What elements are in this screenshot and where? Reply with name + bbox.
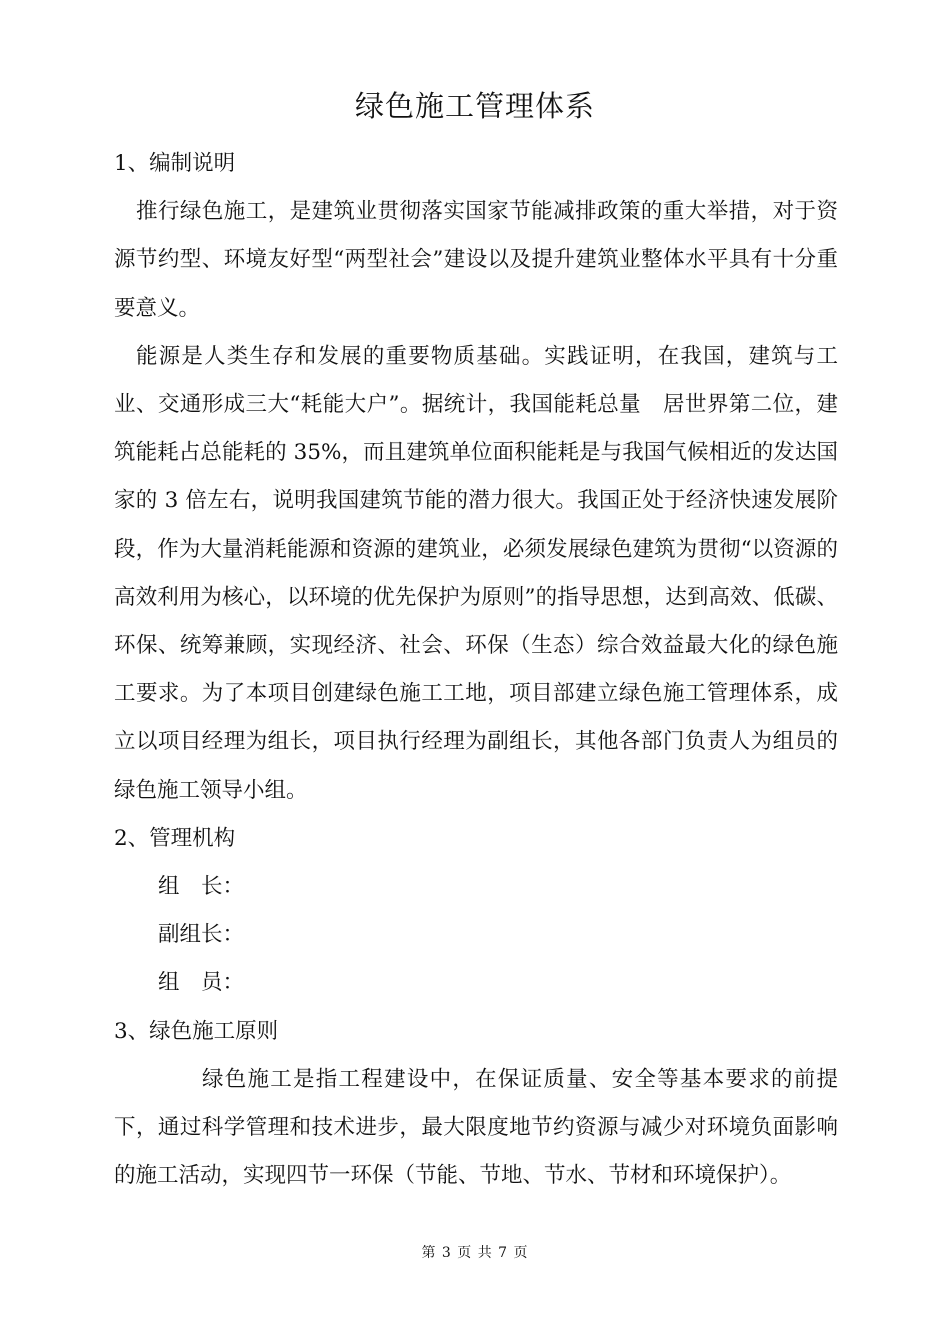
org-member-line: 组 员： <box>158 970 245 996</box>
document-body <box>114 140 838 1200</box>
section-2-heading: 2、管理机构 <box>114 825 236 851</box>
section-1-paragraph-2: 能源是人类生存和发展的重要物质基础。实践证明，在我国，建筑与工业、交通形成三大“耗能大户”。据统计，我国能耗总量 居世界第二位，建筑能耗占总能耗的 35%，而且建筑单位面积能耗是与我国气候相近的发达国家的 3 倍左右，说明我国建筑节能的潜力很大。我国正处于经济快速发展阶段，作为大量消耗能源和资源的建筑业，必须发展绿色建筑为贯彻“以资源的高效利用为核心，以环境的优先保护为原则”的指导思想，达到高效、低碳、环保、统筹兼顾，实现经济、社会、环保（生态）综合效益最大化的绿色施工要求。为了本项目创建绿色施工工地，项目部建立绿色施工管理体系，成立以项目经理为组长，项目执行经理为副组长，其他各部门负责人为组员的绿色施工领导小组。 <box>114 343 838 803</box>
org-deputy-line: 副组长： <box>158 922 245 948</box>
section-3-heading: 3、绿色施工原则 <box>114 1018 279 1044</box>
section-3-paragraph-1: 绿色施工是指工程建设中，在保证质量、安全等基本要求的前提下，通过科学管理和技术进步，最大限度地节约资源与减少对环境负面影响的施工活动，实现四节一环保（节能、节地、节水、节材和环境保护）。 <box>114 1066 838 1189</box>
section-1-heading: 1、编制说明 <box>114 151 236 176</box>
section-1-paragraph-1: 推行绿色施工，是建筑业贯彻落实国家节能减排政策的重大举措，对于资源节约型、环境友好型“两型社会”建设以及提升建筑业整体水平具有十分重要意义。 <box>114 199 838 321</box>
page-footer: 第 3 页 共 7 页 <box>421 1245 529 1261</box>
document-title: 绿色施工管理体系 <box>354 89 595 123</box>
org-leader-line: 组 长： <box>158 874 245 900</box>
